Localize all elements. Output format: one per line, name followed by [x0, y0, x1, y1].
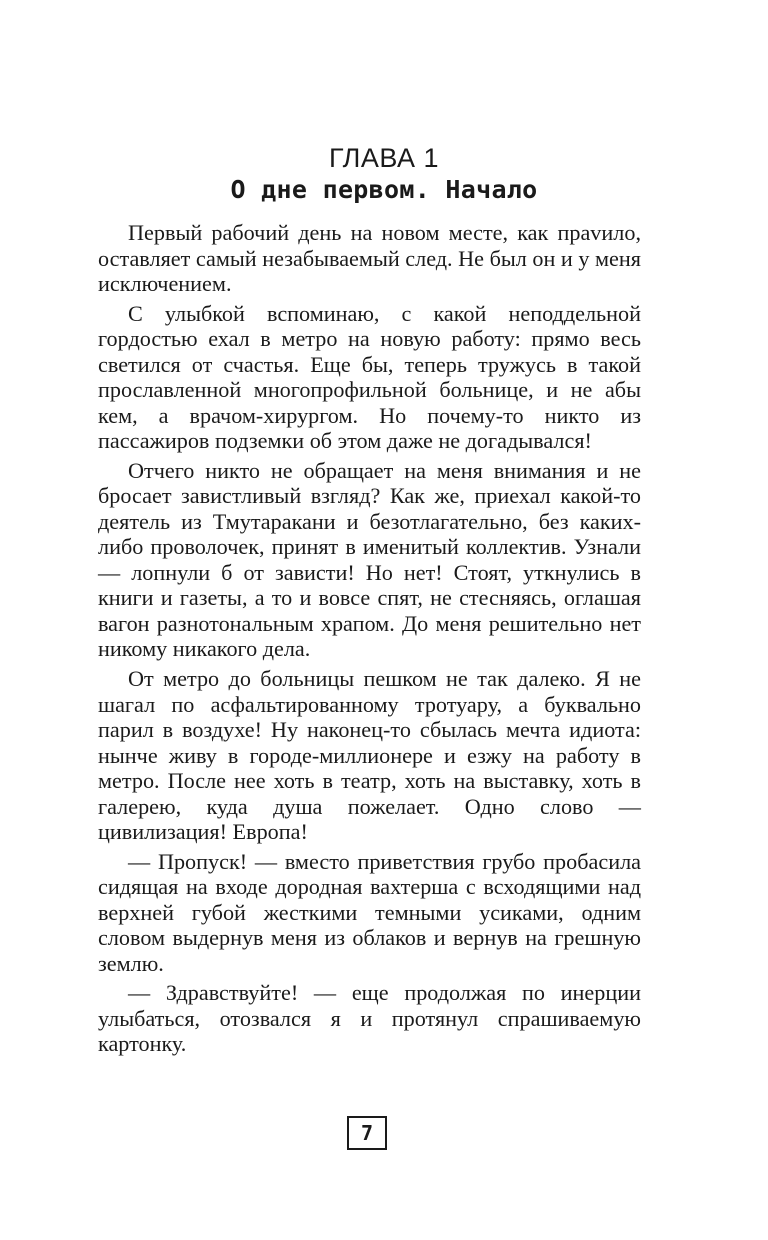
paragraph: Отчего никто не обращает на меня внимания и не бросает завистливый взгляд? Как же, приехал какой-то деятель из Тмутаракани и безотлагательно, без каких-либо проволочек, принят в именитый коллектив. Узнали — лопнули б от зависти! Но нет! Стоят, уткнулись в книги и газеты, а то и вовсе спят, не стесняясь, оглашая вагон разнотональным храпом. До меня решительно нет никому никакого дела. — [98, 457, 641, 662]
paragraph: Первый рабочий день на новом месте, как праvило, оставляет самый незабываемый след. Не был он и у меня исключением. — [98, 220, 641, 296]
body-text — [98, 220, 641, 1061]
paragraph: — Пропуск! — вместо приветствия грубо пробасила сидящая на входе дородная вахтерша с всходящими над верхней губой жесткими темными усиками, одним словом выдернув меня из облаков и вернув на грешную землю. — [98, 848, 641, 976]
paragraph: — Здравствуйте! — еще продолжая по инерции улыбаться, отозвался я и протянул спрашиваемую картонку. — [98, 980, 641, 1057]
paragraph: С улыбкой вспоминаю, с какой неподдельной гордостью ехал в метро на новую работу: прямо весь светился от счастья. Еще бы, теперь тружусь в такой прославленной многопрофильной больнице, и не абы кем, а врачом-хирургом. Но почему-то никто из пассажиров подземки об этом даже не догадывался! — [98, 300, 641, 454]
page-number: 7 — [347, 1116, 387, 1150]
chapter-title: О дне первом. Начало — [230, 175, 538, 204]
chapter-label: ГЛАВА 1 — [329, 143, 439, 173]
paragraph: От метро до больницы пешком не так далеко. Я не шагал по асфальтированному тротуару, а буквально парил в воздухе! Ну наконец-то сбылась мечта идиота: нынче живу в городе-миллионере и езжу на работу в метро. После нее хоть в театр, хоть на выставку, хоть в галерею, куда душа пожелает. Одно слово — цивилизация! Европа! — [98, 666, 641, 845]
